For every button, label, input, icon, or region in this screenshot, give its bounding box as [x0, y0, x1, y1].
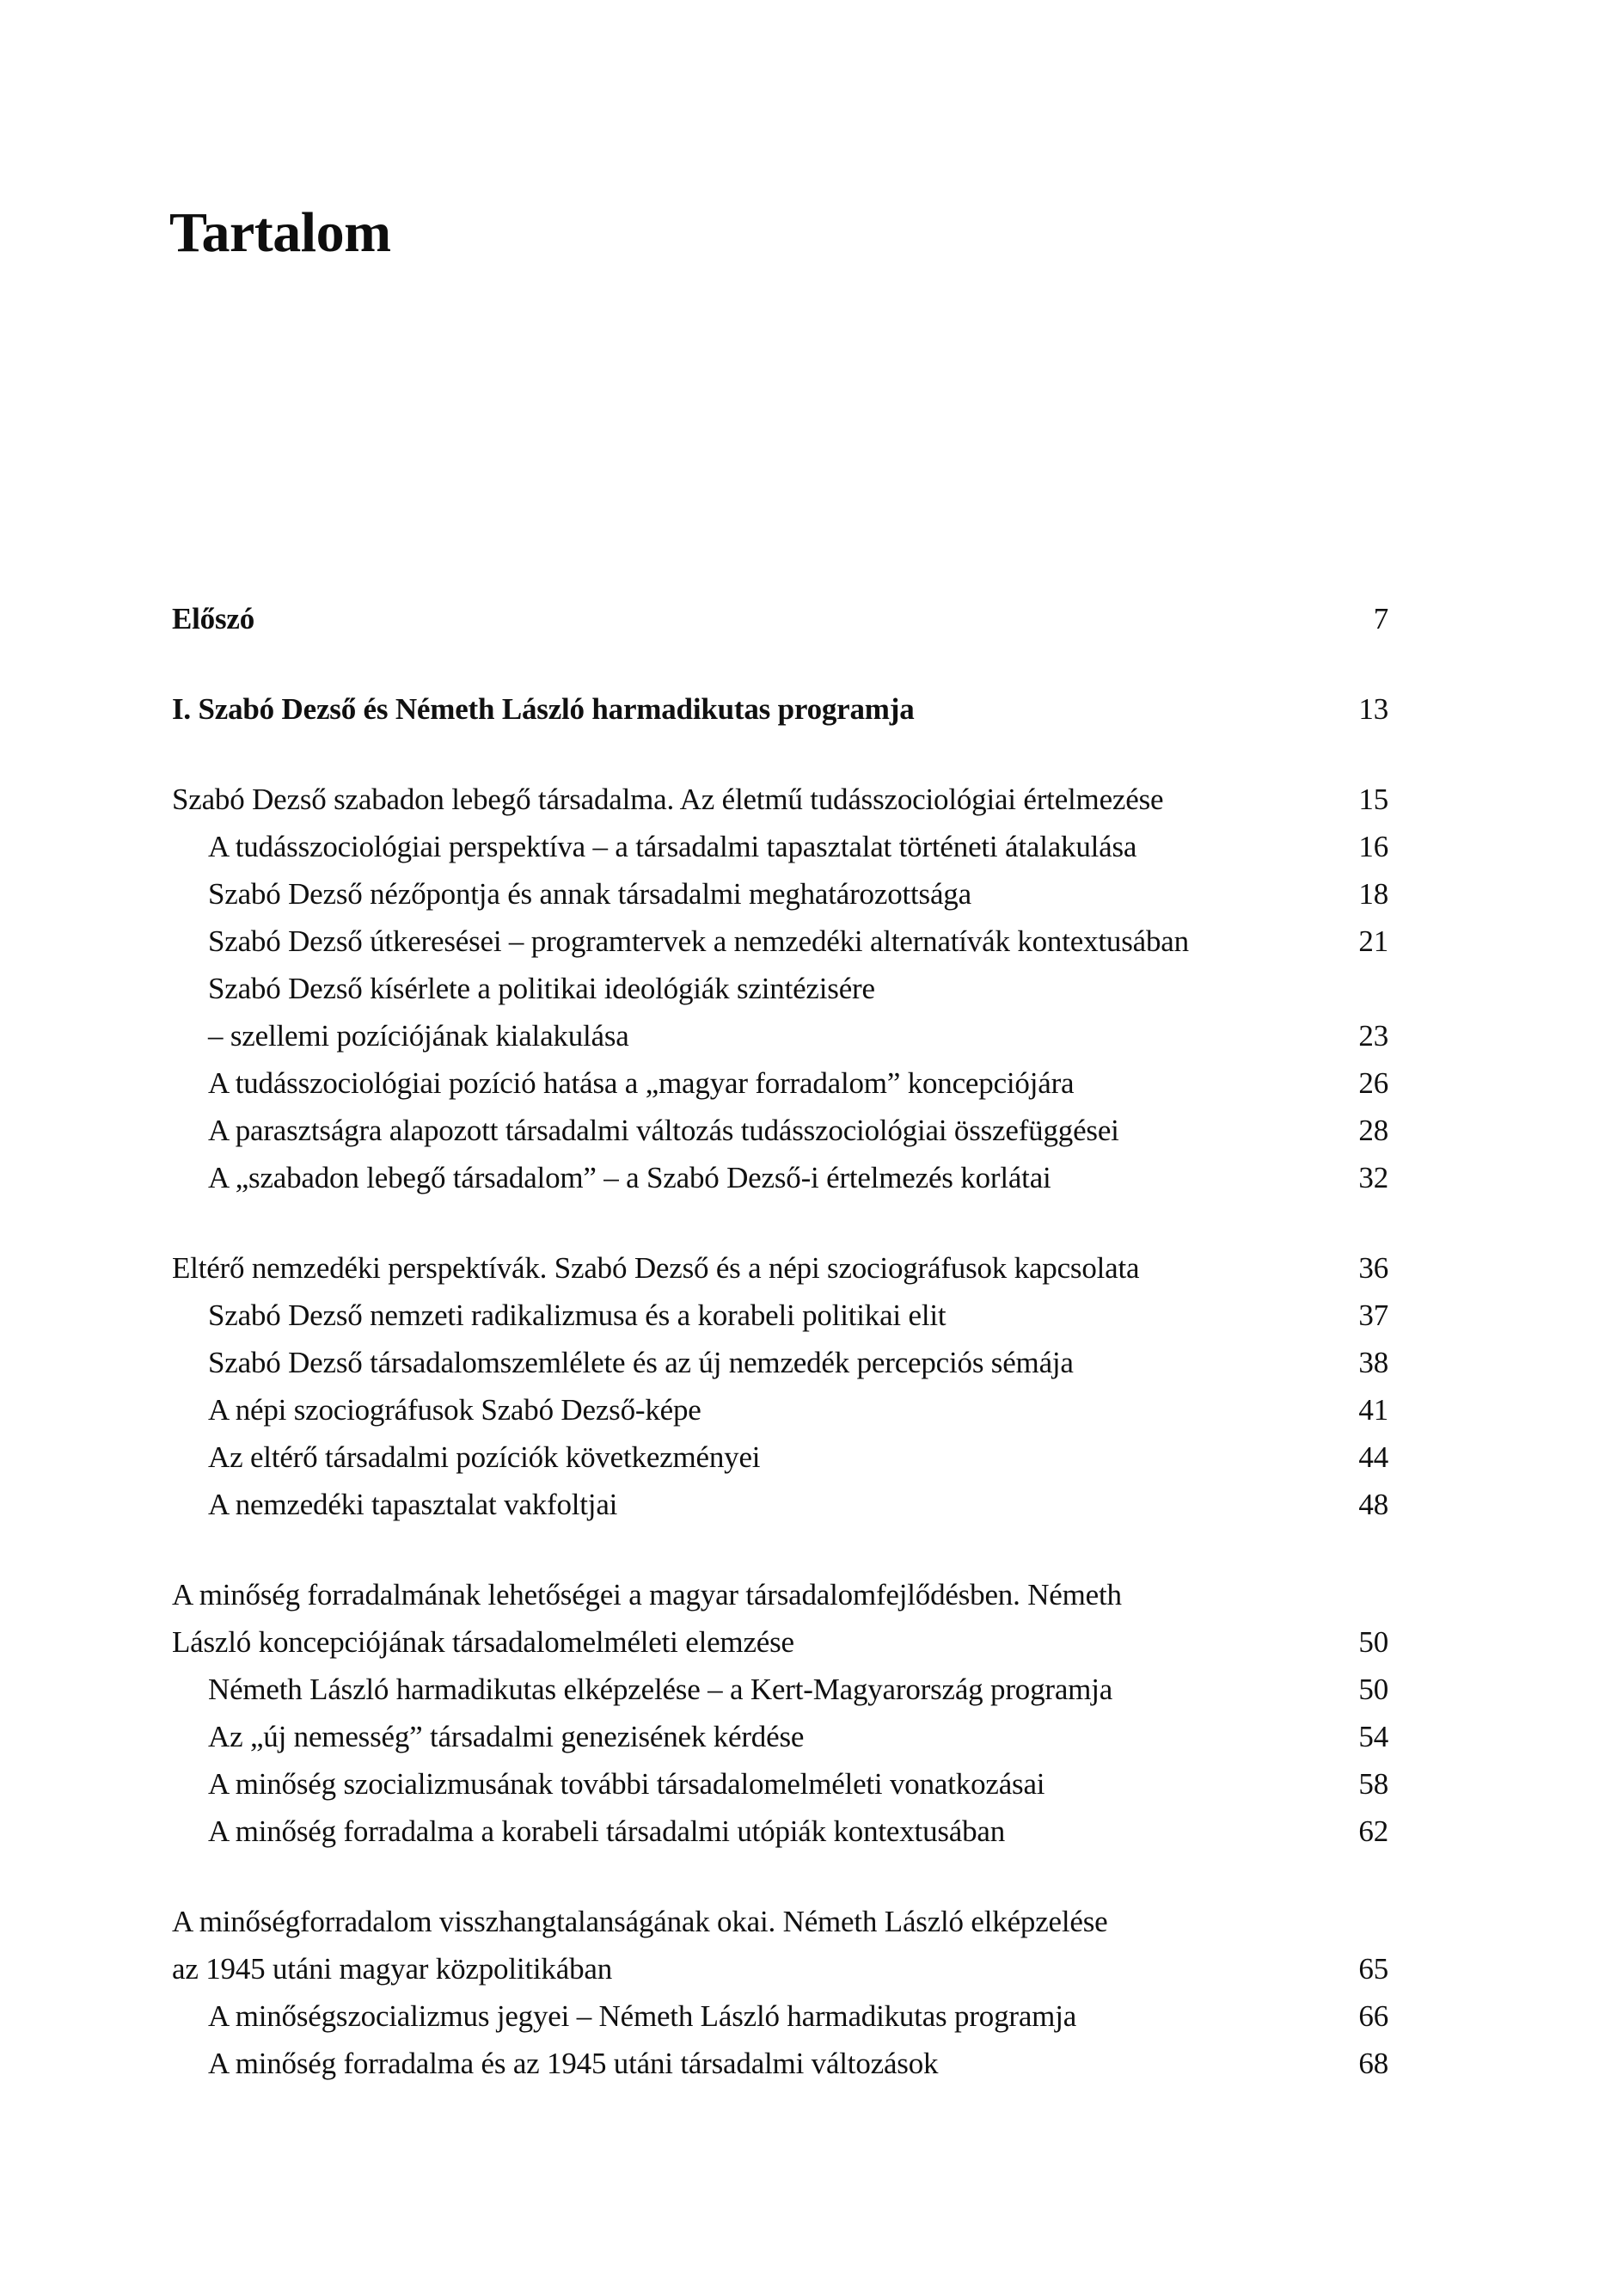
toc-entry: [172, 870, 1388, 918]
toc-entry-title: Szabó Dezső útkeresései – programtervek a nemzedéki alternatívák kontextusában: [208, 924, 1189, 958]
toc-entry: [172, 1059, 1388, 1107]
toc-entry-title: Szabó Dezső nézőpontja és annak társadalmi meghatározottsága: [208, 877, 971, 911]
toc-entry-title: A tudásszociológiai pozíció hatása a „magyar forradalom” koncepciójára: [208, 1066, 1075, 1100]
toc-entry-page: 32: [1358, 1161, 1388, 1194]
toc-entry-page: 66: [1358, 1999, 1388, 2033]
toc-entry-page: 68: [1358, 2047, 1388, 2080]
toc-entry: [172, 1481, 1388, 1528]
toc-entry-page: 44: [1358, 1440, 1388, 1474]
toc-entry-title: Szabó Dezső kísérlete a politikai ideológiák szintézisére: [208, 972, 875, 1005]
toc-entry-page: 15: [1358, 783, 1388, 816]
toc-entry-page: 7: [1373, 602, 1388, 635]
toc-entry: [172, 1760, 1388, 1808]
toc-entry-page: 58: [1358, 1767, 1388, 1801]
toc-entry-title: A minőség szocializmusának további társadalomelméleti vonatkozásai: [208, 1767, 1045, 1801]
toc-entry-page: 16: [1358, 830, 1388, 863]
toc-entry-page: 41: [1358, 1393, 1388, 1427]
toc-entry-page: 50: [1358, 1673, 1388, 1706]
toc-entry-title: Németh László harmadikutas elképzelése – a Kert-Magyarország programja: [208, 1673, 1113, 1706]
toc-entry-page: 13: [1358, 692, 1388, 726]
toc-entry: [172, 776, 1388, 823]
toc-entry: [172, 1808, 1388, 1855]
toc-entry-page: 54: [1358, 1720, 1388, 1753]
toc-entry: [172, 918, 1388, 965]
toc-entry: [172, 1433, 1388, 1481]
toc-entry-page: 65: [1358, 1952, 1388, 1986]
toc-entry-page: 48: [1358, 1488, 1388, 1521]
toc-entry: [172, 1898, 1388, 1945]
toc-entry-title: Szabó Dezső nemzeti radikalizmusa és a korabeli politikai elit: [208, 1298, 946, 1332]
toc-entry-title: A minőségforradalom visszhangtalanságának okai. Németh László elképzelése: [172, 1905, 1108, 1938]
toc-entry: [172, 595, 1388, 642]
toc-entry-title: I. Szabó Dezső és Németh László harmadikutas programja: [172, 692, 915, 726]
toc-entry-title: Az eltérő társadalmi pozíciók következményei: [208, 1440, 761, 1474]
toc-entry: [172, 1292, 1388, 1339]
toc-list: [172, 595, 1388, 2087]
toc-entry: [172, 1012, 1388, 1059]
toc-entry: [172, 2040, 1388, 2087]
toc-entry: [172, 965, 1388, 1012]
toc-entry-page: 62: [1358, 1814, 1388, 1848]
toc-entry-title: A nemzedéki tapasztalat vakfoltjai: [208, 1488, 618, 1521]
toc-entry-page: 36: [1358, 1251, 1388, 1285]
toc-entry: [172, 1945, 1388, 1992]
toc-entry-title: az 1945 utáni magyar közpolitikában: [172, 1952, 613, 1986]
toc-entry-page: 21: [1358, 924, 1388, 958]
toc-entry-page: 23: [1358, 1019, 1388, 1053]
toc-entry-title: Előszó: [172, 602, 255, 635]
toc-entry: [172, 685, 1388, 733]
toc-entry-title: A minőségszocializmus jegyei – Németh László harmadikutas programja: [208, 1999, 1077, 2033]
toc-entry: [172, 1571, 1388, 1618]
toc-entry-title: – szellemi pozíciójának kialakulása: [208, 1019, 629, 1053]
toc-entry-page: 50: [1358, 1625, 1388, 1659]
toc-entry: [172, 1154, 1388, 1201]
toc-entry-title: A parasztságra alapozott társadalmi változás tudásszociológiai összefüggései: [208, 1114, 1119, 1147]
toc-entry-page: 18: [1358, 877, 1388, 911]
toc-entry: [172, 823, 1388, 870]
toc-entry-title: Az „új nemesség” társadalmi genezisének kérdése: [208, 1720, 805, 1753]
toc-entry-title: A minőség forradalmának lehetőségei a magyar társadalomfejlődésben. Németh: [172, 1578, 1122, 1611]
toc-entry-title: A népi szociográfusok Szabó Dezső-képe: [208, 1393, 701, 1427]
toc-entry-page: 37: [1358, 1298, 1388, 1332]
toc-entry-page: 38: [1358, 1346, 1388, 1379]
toc-entry-title: A minőség forradalma és az 1945 utáni társadalmi változások: [208, 2047, 939, 2080]
toc-entry: [172, 1992, 1388, 2040]
toc-entry: [172, 1107, 1388, 1154]
toc-entry-title: Eltérő nemzedéki perspektívák. Szabó Dezső és a népi szociográfusok kapcsolata: [172, 1251, 1140, 1285]
toc-entry: [172, 1618, 1388, 1666]
toc-entry-title: Szabó Dezső társadalomszemlélete és az új nemzedék percepciós sémája: [208, 1346, 1074, 1379]
toc-entry-title: László koncepciójának társadalomelméleti elemzése: [172, 1625, 794, 1659]
toc-entry-title: Szabó Dezső szabadon lebegő társadalma. Az életmű tudásszociológiai értelmezése: [172, 783, 1164, 816]
toc-entry: [172, 1386, 1388, 1433]
toc-entry-page: 28: [1358, 1114, 1388, 1147]
toc-entry-title: A tudásszociológiai perspektíva – a társadalmi tapasztalat történeti átalakulása: [208, 830, 1137, 863]
toc-entry: [172, 1666, 1388, 1713]
toc-entry: [172, 1244, 1388, 1292]
toc-entry-page: 26: [1358, 1066, 1388, 1100]
toc-entry: [172, 1713, 1388, 1760]
toc-entry: [172, 1339, 1388, 1386]
toc-entry-title: A minőség forradalma a korabeli társadalmi utópiák kontextusában: [208, 1814, 1006, 1848]
page-title: Tartalom: [169, 201, 391, 264]
toc-entry-title: A „szabadon lebegő társadalom” – a Szabó Dezső-i értelmezés korlátai: [208, 1161, 1051, 1194]
